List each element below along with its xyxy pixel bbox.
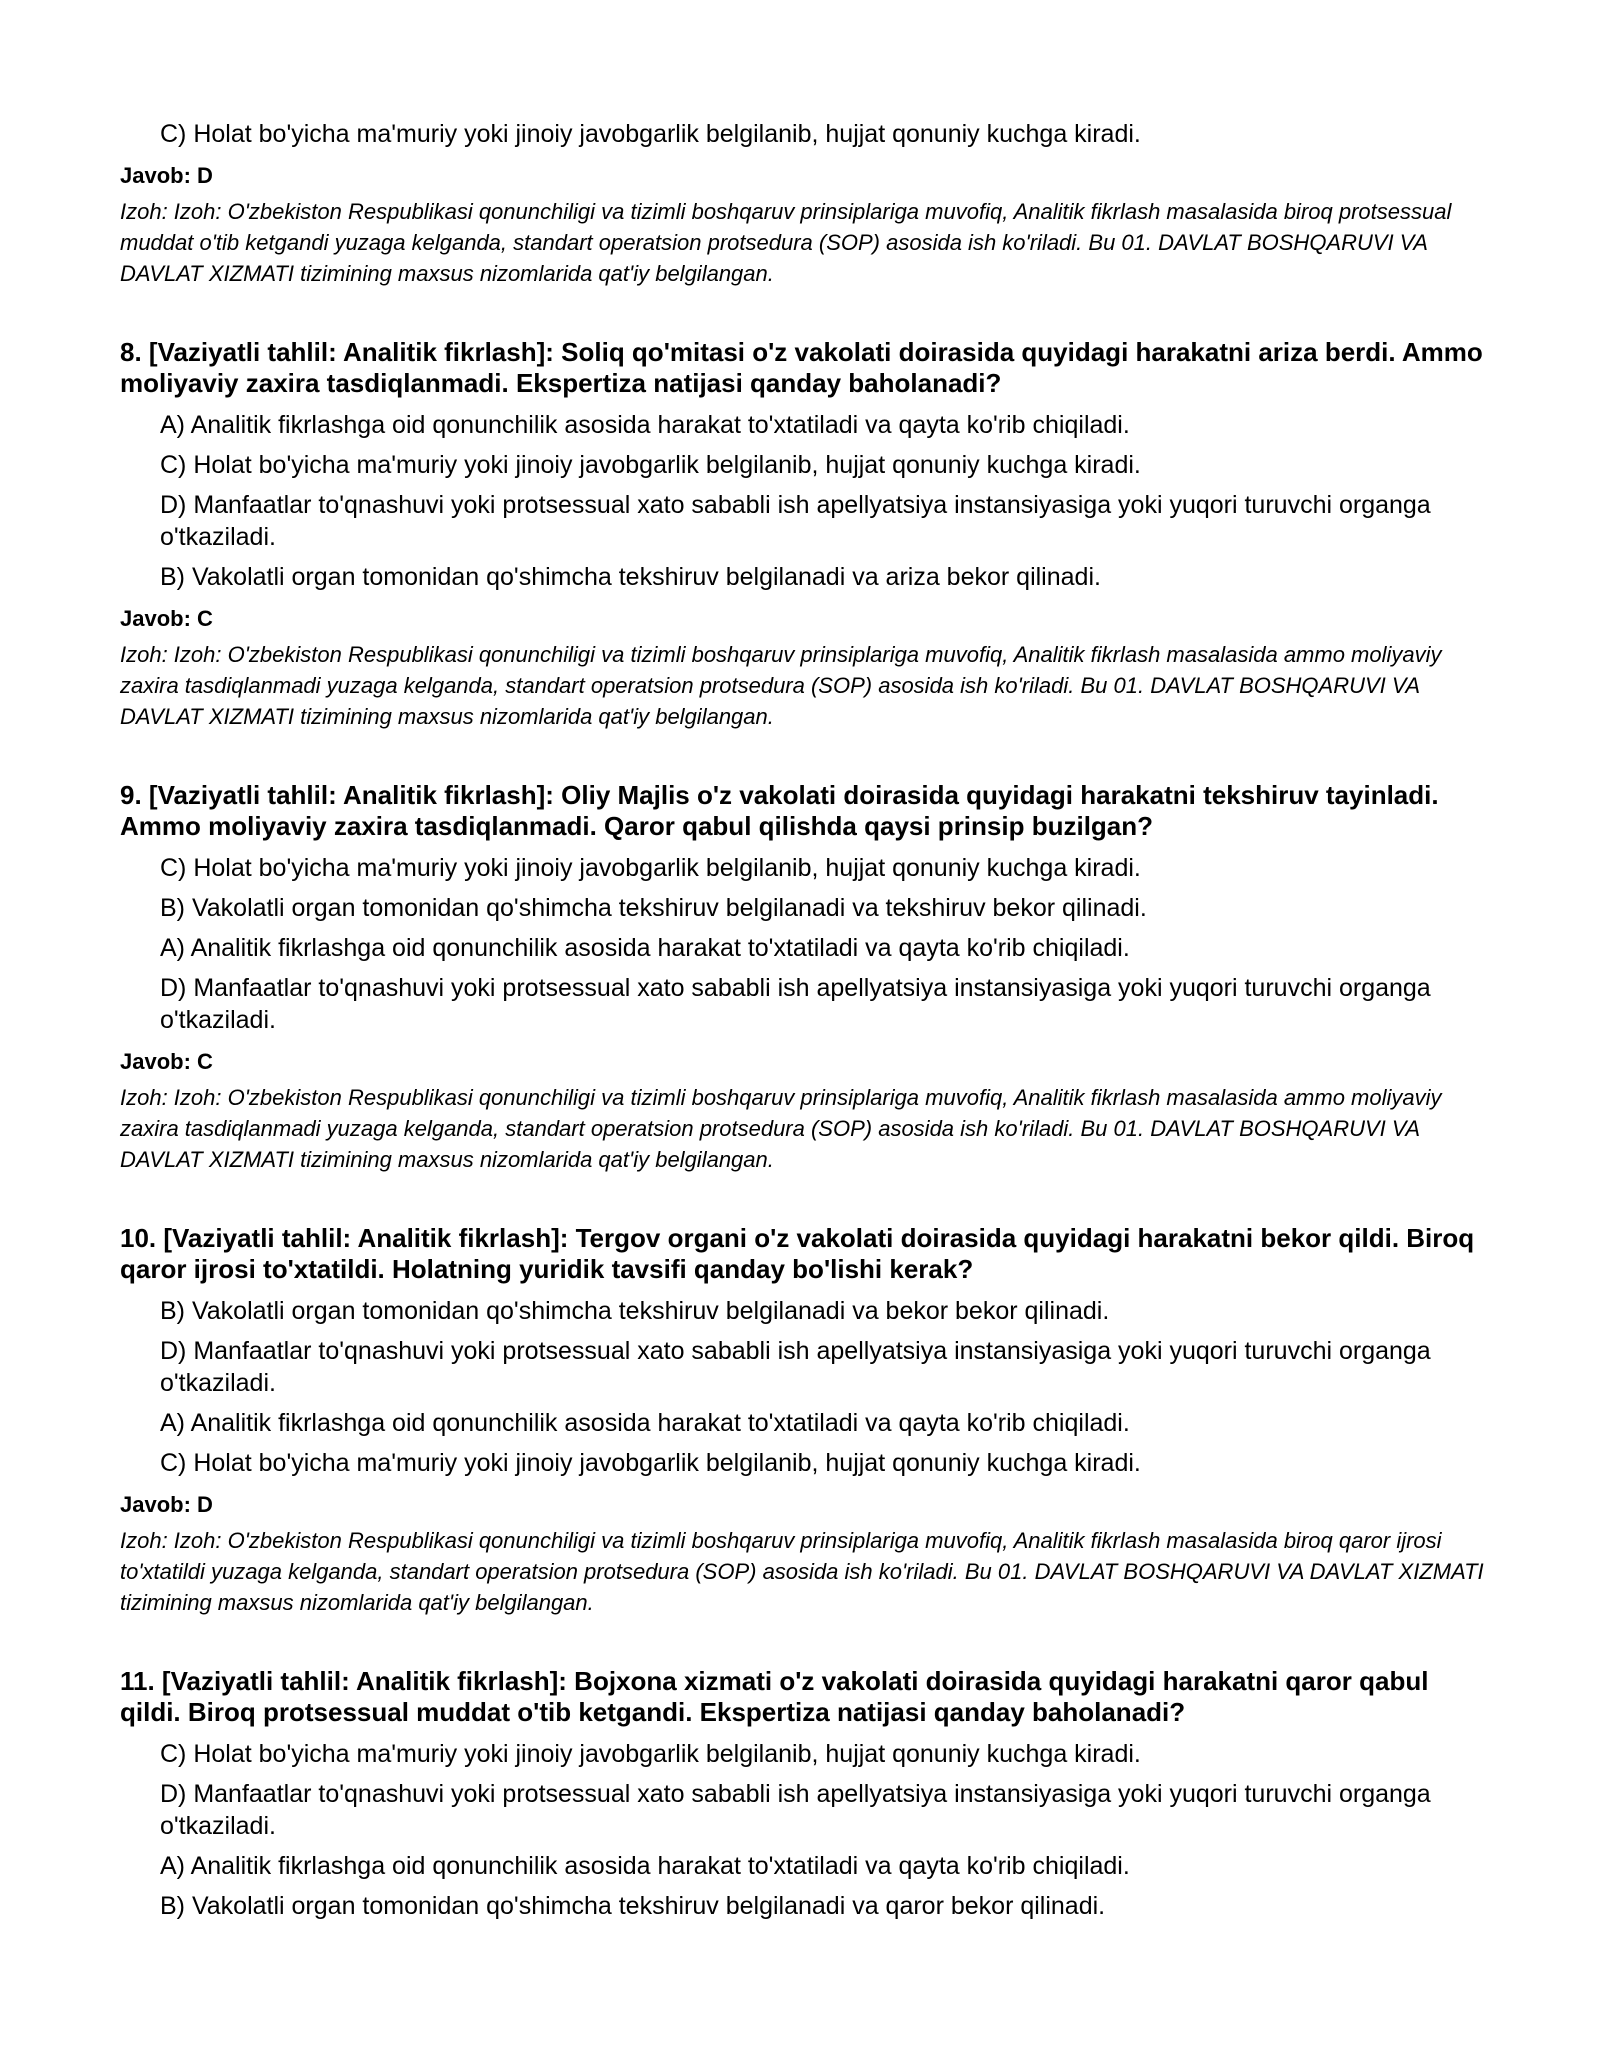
answer-option: C) Holat bo'yicha ma'muriy yoki jinoiy javobgarlik belgilanib, hujjat qonuniy kuchga kiradi. <box>160 451 1141 479</box>
answer-option: D) Manfaatlar to'qnashuvi yoki protsessual xato sababli ish apellyatsiya instansiyasiga yoki yuqori turuvchi organga o'tkaziladi. <box>160 1337 1431 1397</box>
question-title: 11. [Vaziyatli tahlil: Analitik fikrlash]: Bojxona xizmati o'z vakolati doirasida quyidagi harakatni qaror qabul qildi. Biroq protsessual muddat o'tib ketgandi. Ekspertiza natijasi qanday baholanadi? <box>120 1666 1429 1727</box>
answer-option: C) Holat bo'yicha ma'muriy yoki jinoiy javobgarlik belgilanib, hujjat qonuniy kuchga kiradi. <box>160 854 1141 882</box>
question-block-11 <box>120 1666 1480 1922</box>
answer-option: C) Holat bo'yicha ma'muriy yoki jinoiy javobgarlik belgilanib, hujjat qonuniy kuchga kiradi. <box>160 120 1141 148</box>
question-block-9 <box>120 780 1480 1175</box>
answer-option: D) Manfaatlar to'qnashuvi yoki protsessual xato sababli ish apellyatsiya instansiyasiga yoki yuqori turuvchi organga o'tkaziladi. <box>160 1780 1431 1840</box>
answer-option: C) Holat bo'yicha ma'muriy yoki jinoiy javobgarlik belgilanib, hujjat qonuniy kuchga kiradi. <box>160 1740 1141 1768</box>
answer-key: Javob: C <box>120 606 213 631</box>
answer-key: Javob: D <box>120 163 213 188</box>
answer-option: A) Analitik fikrlashga oid qonunchilik asosida harakat to'xtatiladi va qayta ko'rib chiqiladi. <box>160 1852 1130 1880</box>
answer-option: A) Analitik fikrlashga oid qonunchilik asosida harakat to'xtatiladi va qayta ko'rib chiqiladi. <box>160 411 1130 439</box>
question-block-carryover <box>120 118 1480 289</box>
explanation-text: Izoh: Izoh: O'zbekiston Respublikasi qonunchiligi va tizimli boshqaruv prinsiplariga muvofiq, Analitik fikrlash masalasida biroq protsessual muddat o'tib ketgandi yuzaga kelganda, standart operatsion protsedura (SOP) asosida ish ko'riladi. Bu 01. DAVLAT BOSHQARUVI VA DAVLAT XIZMATI tizimining maxsus nizomlarida qat'iy belgilangan. <box>120 199 1452 286</box>
answer-option: D) Manfaatlar to'qnashuvi yoki protsessual xato sababli ish apellyatsiya instansiyasiga yoki yuqori turuvchi organga o'tkaziladi. <box>160 491 1431 551</box>
answer-option: B) Vakolatli organ tomonidan qo'shimcha tekshiruv belgilanadi va ariza bekor qilinadi. <box>160 563 1101 591</box>
answer-option: D) Manfaatlar to'qnashuvi yoki protsessual xato sababli ish apellyatsiya instansiyasiga yoki yuqori turuvchi organga o'tkaziladi. <box>160 974 1431 1034</box>
explanation-text: Izoh: Izoh: O'zbekiston Respublikasi qonunchiligi va tizimli boshqaruv prinsiplariga muvofiq, Analitik fikrlash masalasida biroq qaror ijrosi to'xtatildi yuzaga kelganda, standart operatsion protsedura (SOP) asosida ish ko'riladi. Bu 01. DAVLAT BOSHQARUVI VA DAVLAT XIZMATI tizimining maxsus nizomlarida qat'iy belgilangan. <box>120 1528 1484 1615</box>
question-block-8 <box>120 337 1483 732</box>
answer-key: Javob: C <box>120 1049 213 1074</box>
answer-option: B) Vakolatli organ tomonidan qo'shimcha tekshiruv belgilanadi va tekshiruv bekor qilinadi. <box>160 894 1147 922</box>
answer-option: C) Holat bo'yicha ma'muriy yoki jinoiy javobgarlik belgilanib, hujjat qonuniy kuchga kiradi. <box>160 1449 1141 1477</box>
answer-option: A) Analitik fikrlashga oid qonunchilik asosida harakat to'xtatiladi va qayta ko'rib chiqiladi. <box>160 934 1130 962</box>
answer-option: B) Vakolatli organ tomonidan qo'shimcha tekshiruv belgilanadi va qaror bekor qilinadi. <box>160 1892 1106 1920</box>
explanation-text: Izoh: Izoh: O'zbekiston Respublikasi qonunchiligi va tizimli boshqaruv prinsiplariga muvofiq, Analitik fikrlash masalasida ammo moliyaviy zaxira tasdiqlanmadi yuzaga kelganda, standart operatsion protsedura (SOP) asosida ish ko'riladi. Bu 01. DAVLAT BOSHQARUVI VA DAVLAT XIZMATI tizimining maxsus nizomlarida qat'iy belgilangan. <box>120 642 1442 729</box>
question-title: 9. [Vaziyatli tahlil: Analitik fikrlash]: Oliy Majlis o'z vakolati doirasida quyidagi harakatni tekshiruv tayinladi. Ammo moliyaviy zaxira tasdiqlanmadi. Qaror qabul qilishda qaysi prinsip buzilgan? <box>120 780 1439 841</box>
question-block-10 <box>120 1223 1484 1618</box>
question-title: 8. [Vaziyatli tahlil: Analitik fikrlash]: Soliq qo'mitasi o'z vakolati doirasida quyidagi harakatni ariza berdi. Ammo moliyaviy zaxira tasdiqlanmadi. Ekspertiza natijasi qanday baholanadi? <box>120 337 1483 398</box>
answer-option: B) Vakolatli organ tomonidan qo'shimcha tekshiruv belgilanadi va bekor bekor qilinadi. <box>160 1297 1110 1325</box>
question-title: 10. [Vaziyatli tahlil: Analitik fikrlash]: Tergov organi o'z vakolati doirasida quyidagi harakatni bekor qildi. Biroq qaror ijrosi to'xtatildi. Holatning yuridik tavsifi qanday bo'lishi kerak? <box>120 1223 1475 1284</box>
answer-key: Javob: D <box>120 1492 213 1517</box>
answer-option: A) Analitik fikrlashga oid qonunchilik asosida harakat to'xtatiladi va qayta ko'rib chiqiladi. <box>160 1409 1130 1437</box>
explanation-text: Izoh: Izoh: O'zbekiston Respublikasi qonunchiligi va tizimli boshqaruv prinsiplariga muvofiq, Analitik fikrlash masalasida ammo moliyaviy zaxira tasdiqlanmadi yuzaga kelganda, standart operatsion protsedura (SOP) asosida ish ko'riladi. Bu 01. DAVLAT BOSHQARUVI VA DAVLAT XIZMATI tizimining maxsus nizomlarida qat'iy belgilangan. <box>120 1085 1442 1172</box>
